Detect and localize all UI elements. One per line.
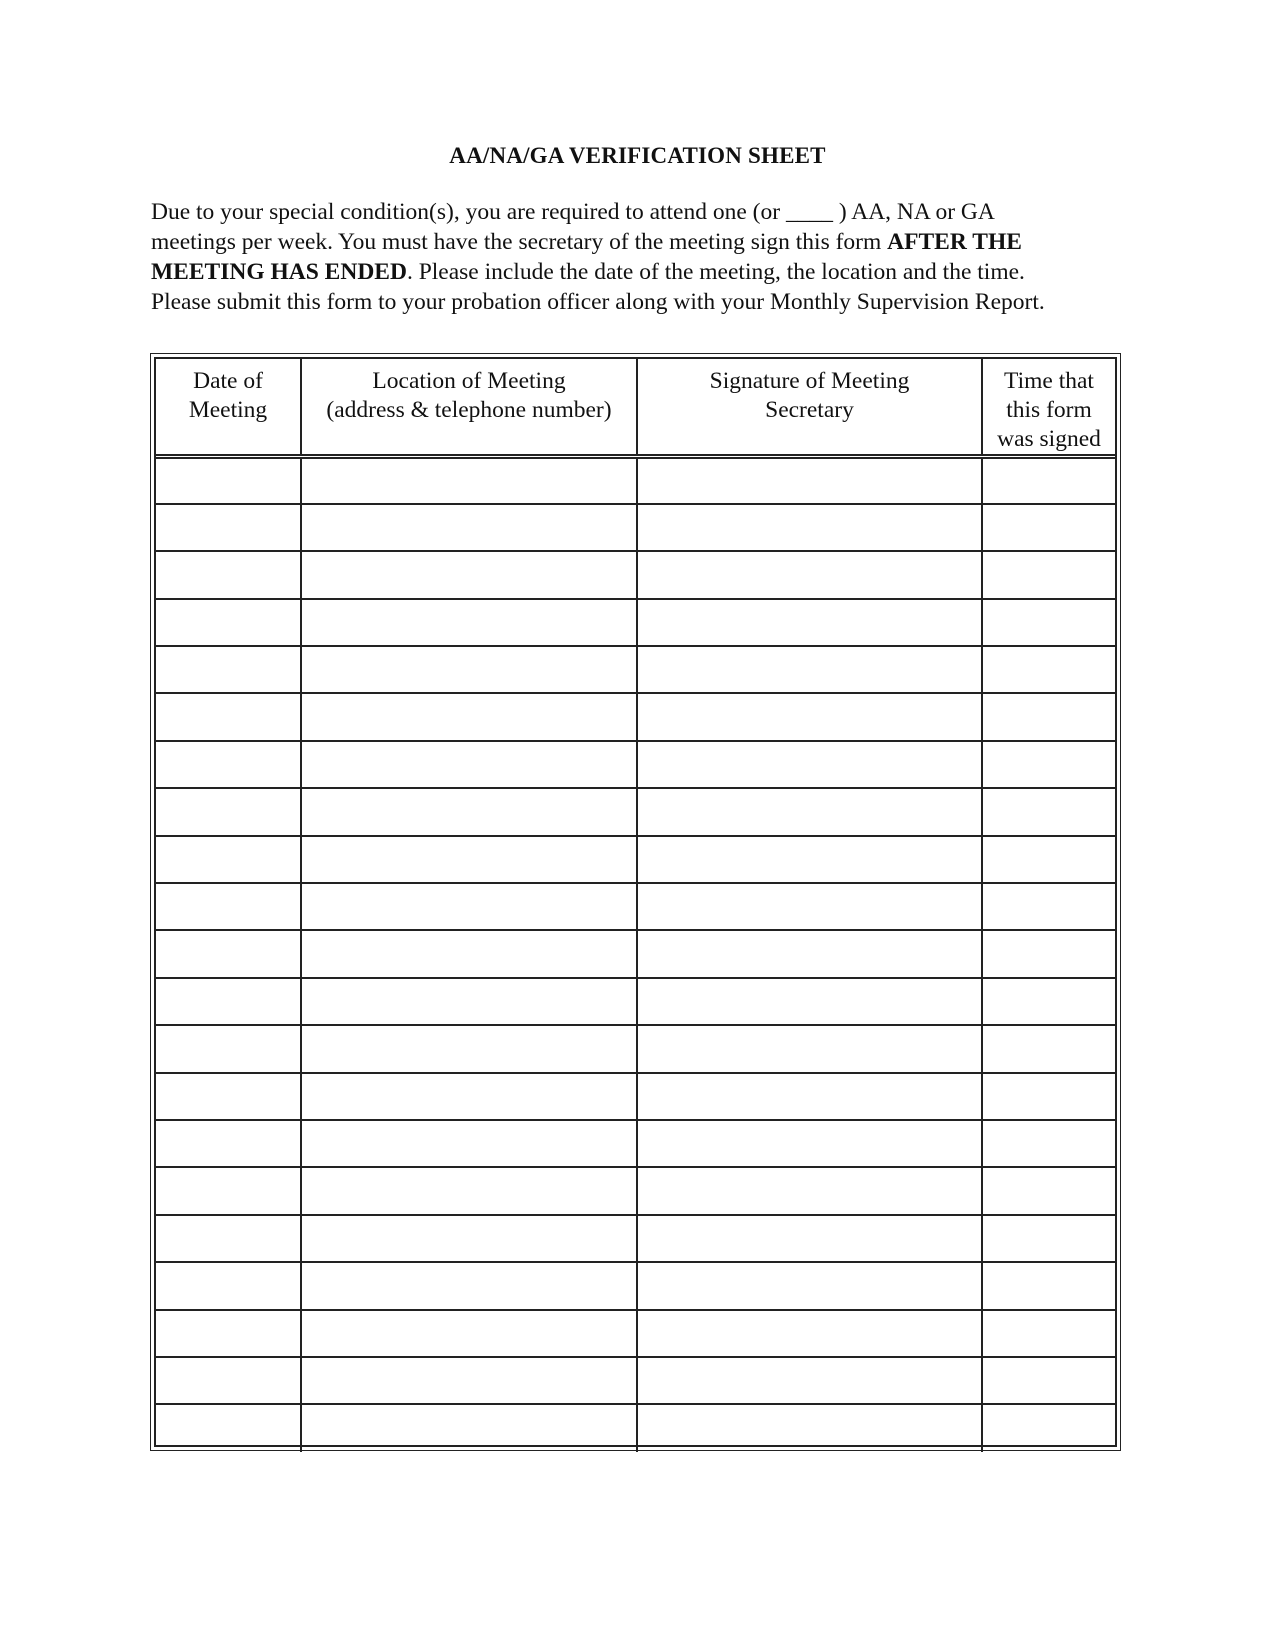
time-cell[interactable] xyxy=(982,551,1115,598)
time-cell[interactable] xyxy=(982,1120,1115,1167)
table-row xyxy=(156,457,1115,504)
location-cell[interactable] xyxy=(301,1167,637,1214)
date-cell[interactable] xyxy=(156,1262,301,1309)
time-cell[interactable] xyxy=(982,836,1115,883)
location-cell[interactable] xyxy=(301,788,637,835)
date-cell[interactable] xyxy=(156,1120,301,1167)
time-cell[interactable] xyxy=(982,930,1115,977)
header-location-of-meeting xyxy=(301,359,637,457)
signature-cell[interactable] xyxy=(637,1167,982,1214)
instructions-line-1: Due to your special condition(s), you are required to attend one (or ____ ) AA, NA or GA xyxy=(151,199,995,225)
signature-cell[interactable] xyxy=(637,930,982,977)
signature-cell[interactable] xyxy=(637,646,982,693)
table-row xyxy=(156,504,1115,551)
signature-cell[interactable] xyxy=(637,1120,982,1167)
verification-table xyxy=(156,359,1115,1452)
time-cell[interactable] xyxy=(982,1262,1115,1309)
header-location-line: (address & telephone number) xyxy=(326,397,612,423)
time-cell[interactable] xyxy=(982,883,1115,930)
location-cell[interactable] xyxy=(301,1310,637,1357)
date-cell[interactable] xyxy=(156,1073,301,1120)
time-cell[interactable] xyxy=(982,1310,1115,1357)
signature-cell[interactable] xyxy=(637,788,982,835)
location-cell[interactable] xyxy=(301,741,637,788)
location-cell[interactable] xyxy=(301,1262,637,1309)
time-cell[interactable] xyxy=(982,457,1115,504)
location-cell[interactable] xyxy=(301,504,637,551)
signature-cell[interactable] xyxy=(637,1073,982,1120)
table-row xyxy=(156,788,1115,835)
header-time-line: this form xyxy=(1006,397,1092,423)
instructions-emphasis-1: AFTER THE xyxy=(887,229,1022,255)
header-date-of-meeting xyxy=(156,359,301,457)
verification-table-frame xyxy=(150,353,1121,1451)
location-cell[interactable] xyxy=(301,978,637,1025)
time-cell[interactable] xyxy=(982,788,1115,835)
table-row xyxy=(156,1120,1115,1167)
signature-cell[interactable] xyxy=(637,693,982,740)
location-cell[interactable] xyxy=(301,883,637,930)
date-cell[interactable] xyxy=(156,883,301,930)
location-cell[interactable] xyxy=(301,1120,637,1167)
instructions-paragraph xyxy=(151,197,1136,317)
time-cell[interactable] xyxy=(982,1404,1115,1451)
time-cell[interactable] xyxy=(982,599,1115,646)
table-row xyxy=(156,1357,1115,1404)
signature-cell[interactable] xyxy=(637,599,982,646)
table-row xyxy=(156,646,1115,693)
date-cell[interactable] xyxy=(156,836,301,883)
signature-cell[interactable] xyxy=(637,883,982,930)
table-header-row xyxy=(156,359,1115,457)
date-cell[interactable] xyxy=(156,930,301,977)
header-location-line: Location of Meeting xyxy=(372,368,566,394)
location-cell[interactable] xyxy=(301,1025,637,1072)
table-row xyxy=(156,1404,1115,1451)
date-cell[interactable] xyxy=(156,1215,301,1262)
date-cell[interactable] xyxy=(156,1310,301,1357)
date-cell[interactable] xyxy=(156,1025,301,1072)
table-row xyxy=(156,836,1115,883)
signature-cell[interactable] xyxy=(637,1310,982,1357)
table-row xyxy=(156,1073,1115,1120)
time-cell[interactable] xyxy=(982,646,1115,693)
table-row xyxy=(156,1025,1115,1072)
location-cell[interactable] xyxy=(301,457,637,504)
signature-cell[interactable] xyxy=(637,741,982,788)
instructions-line-2 xyxy=(151,227,1136,257)
table-row xyxy=(156,1262,1115,1309)
time-cell[interactable] xyxy=(982,1215,1115,1262)
header-time-signed xyxy=(982,359,1115,457)
header-signature-line: Secretary xyxy=(765,397,854,423)
time-cell[interactable] xyxy=(982,1073,1115,1120)
instructions-emphasis-2: MEETING HAS ENDED xyxy=(151,259,407,285)
time-cell[interactable] xyxy=(982,741,1115,788)
signature-cell[interactable] xyxy=(637,457,982,504)
page-title: AA/NA/GA VERIFICATION SHEET xyxy=(449,143,826,168)
date-cell[interactable] xyxy=(156,504,301,551)
signature-cell[interactable] xyxy=(637,836,982,883)
date-cell[interactable] xyxy=(156,788,301,835)
date-cell[interactable] xyxy=(156,1404,301,1451)
time-cell[interactable] xyxy=(982,1025,1115,1072)
signature-cell[interactable] xyxy=(637,551,982,598)
location-cell[interactable] xyxy=(301,1073,637,1120)
signature-cell[interactable] xyxy=(637,1025,982,1072)
table-row xyxy=(156,883,1115,930)
location-cell[interactable] xyxy=(301,930,637,977)
time-cell[interactable] xyxy=(982,693,1115,740)
date-cell[interactable] xyxy=(156,978,301,1025)
location-cell[interactable] xyxy=(301,551,637,598)
location-cell[interactable] xyxy=(301,1215,637,1262)
time-cell[interactable] xyxy=(982,978,1115,1025)
table-row xyxy=(156,693,1115,740)
signature-cell[interactable] xyxy=(637,504,982,551)
table-row xyxy=(156,741,1115,788)
date-cell[interactable] xyxy=(156,1357,301,1404)
date-cell[interactable] xyxy=(156,551,301,598)
date-cell[interactable] xyxy=(156,693,301,740)
header-signature-line: Signature of Meeting xyxy=(709,368,910,394)
signature-cell[interactable] xyxy=(637,1357,982,1404)
time-cell[interactable] xyxy=(982,504,1115,551)
location-cell[interactable] xyxy=(301,836,637,883)
table-row xyxy=(156,1310,1115,1357)
header-time-line: was signed xyxy=(997,426,1101,452)
location-cell[interactable] xyxy=(301,1357,637,1404)
date-cell[interactable] xyxy=(156,741,301,788)
location-cell[interactable] xyxy=(301,646,637,693)
location-cell[interactable] xyxy=(301,599,637,646)
instructions-line-3-text: . Please include the date of the meeting, the location and the time. xyxy=(406,259,1025,285)
instructions-line-4: Please submit this form to your probation officer along with your Monthly Supervision Report. xyxy=(151,289,1045,315)
signature-cell[interactable] xyxy=(637,1404,982,1451)
table-body xyxy=(156,457,1115,1452)
date-cell[interactable] xyxy=(156,599,301,646)
signature-cell[interactable] xyxy=(637,978,982,1025)
date-cell[interactable] xyxy=(156,646,301,693)
signature-cell[interactable] xyxy=(637,1262,982,1309)
signature-cell[interactable] xyxy=(637,1215,982,1262)
header-date-line: Date of xyxy=(193,368,263,394)
header-date-line: Meeting xyxy=(188,397,268,423)
verification-table-inner-frame xyxy=(154,357,1117,1447)
header-time-line: Time that xyxy=(1004,368,1094,394)
table-row xyxy=(156,599,1115,646)
time-cell[interactable] xyxy=(982,1167,1115,1214)
date-cell[interactable] xyxy=(156,1167,301,1214)
location-cell[interactable] xyxy=(301,693,637,740)
instructions-line-2-text: meetings per week. You must have the secretary of the meeting sign this form xyxy=(151,229,888,255)
table-row xyxy=(156,978,1115,1025)
table-row xyxy=(156,1215,1115,1262)
table-row xyxy=(156,930,1115,977)
header-signature-of-secretary xyxy=(637,359,982,457)
location-cell[interactable] xyxy=(301,1404,637,1451)
date-cell[interactable] xyxy=(156,457,301,504)
time-cell[interactable] xyxy=(982,1357,1115,1404)
instructions-line-3 xyxy=(151,257,1136,287)
table-row xyxy=(156,551,1115,598)
table-row xyxy=(156,1167,1115,1214)
